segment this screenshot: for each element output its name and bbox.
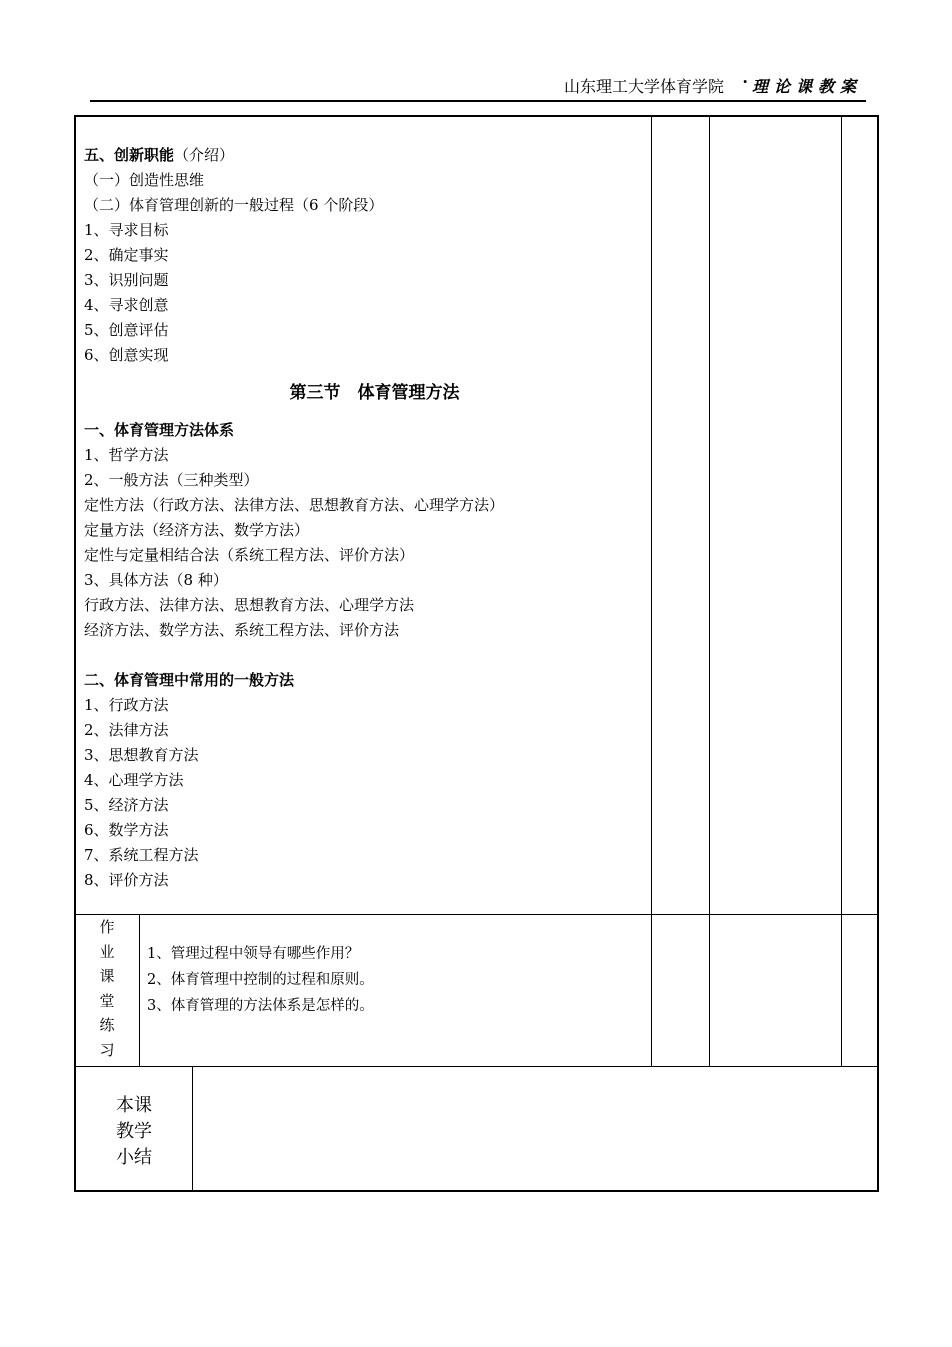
summary-label-line: 教学 [116, 1121, 152, 1142]
section5-note: （介绍） [174, 146, 235, 164]
section5-title: 五、创新职能 [84, 146, 175, 164]
list-item: 2、一般方法（三种类型） [84, 471, 259, 489]
part1-title: 一、体育管理方法体系 [84, 421, 235, 439]
homework-label-char: 作 [99, 918, 115, 936]
summary-label-line: 小结 [116, 1147, 152, 1168]
spacer [84, 643, 649, 668]
homework-label-char: 业 [99, 942, 115, 961]
column-divider [841, 116, 842, 1067]
list-item: 4、寻求创意 [84, 296, 169, 314]
list-item: 3、思想教育方法 [84, 746, 199, 764]
homework-list [147, 941, 374, 1019]
homework-label-char: 习 [99, 1040, 115, 1059]
list-item: 1、行政方法 [84, 696, 169, 714]
list-item: 行政方法、法律方法、思想教育方法、心理学方法 [84, 596, 415, 614]
homework-item: 1、管理过程中领导有哪些作用？ [147, 946, 360, 962]
column-divider [709, 116, 710, 1067]
header-separator: · [742, 72, 748, 91]
list-item: （二）体育管理创新的一般过程（6 个阶段） [84, 196, 384, 214]
homework-label-char: 练 [99, 1016, 115, 1034]
homework-label-char: 堂 [99, 991, 115, 1010]
column-divider [651, 116, 652, 1067]
list-item: 定性方法（行政方法、法律方法、思想教育方法、心理学方法） [84, 496, 505, 514]
list-item: 定性与定量相结合法（系统工程方法、评价方法） [84, 546, 415, 564]
row-divider [75, 1066, 878, 1067]
list-item: 6、创意实现 [84, 346, 169, 364]
list-item: 2、法律方法 [84, 721, 169, 739]
list-item: （一）创造性思维 [84, 171, 205, 189]
page-header [90, 72, 866, 102]
list-item: 经济方法、数学方法、系统工程方法、评价方法 [84, 621, 400, 639]
part2-title: 二、体育管理中常用的一般方法 [84, 671, 295, 689]
list-item: 4、心理学方法 [84, 771, 184, 789]
homework-item: 3、体育管理的方法体系是怎样的。 [147, 998, 374, 1014]
list-item: 6、数学方法 [84, 821, 169, 839]
section-heading: 第三节 体育管理方法 [289, 383, 460, 403]
row-divider [75, 914, 878, 915]
institution-name: 山东理工大学体育学院 [563, 77, 724, 96]
list-item: 2、确定事实 [84, 246, 169, 264]
summary-label-line: 本课 [116, 1095, 152, 1116]
list-item: 5、经济方法 [84, 796, 169, 814]
summary-label [76, 1093, 192, 1171]
list-item: 1、寻求目标 [84, 221, 169, 239]
list-item: 3、具体方法（8 种） [84, 571, 228, 589]
homework-label-divider [139, 915, 140, 1066]
list-item: 5、创意评估 [84, 321, 169, 339]
list-item: 3、识别问题 [84, 271, 169, 289]
list-item: 1、哲学方法 [84, 446, 169, 464]
homework-item: 2、体育管理中控制的过程和原则。 [147, 972, 374, 988]
section5-heading [84, 143, 649, 168]
document-title: 理论课教案 [751, 77, 862, 96]
homework-label-char: 课 [99, 967, 115, 985]
homework-label [76, 915, 138, 1062]
list-item: 7、系统工程方法 [84, 846, 199, 864]
lesson-content [84, 143, 649, 893]
list-item: 定量方法（经济方法、数学方法） [84, 521, 310, 539]
summary-label-divider [192, 1067, 193, 1191]
list-item: 8、评价方法 [84, 871, 169, 889]
